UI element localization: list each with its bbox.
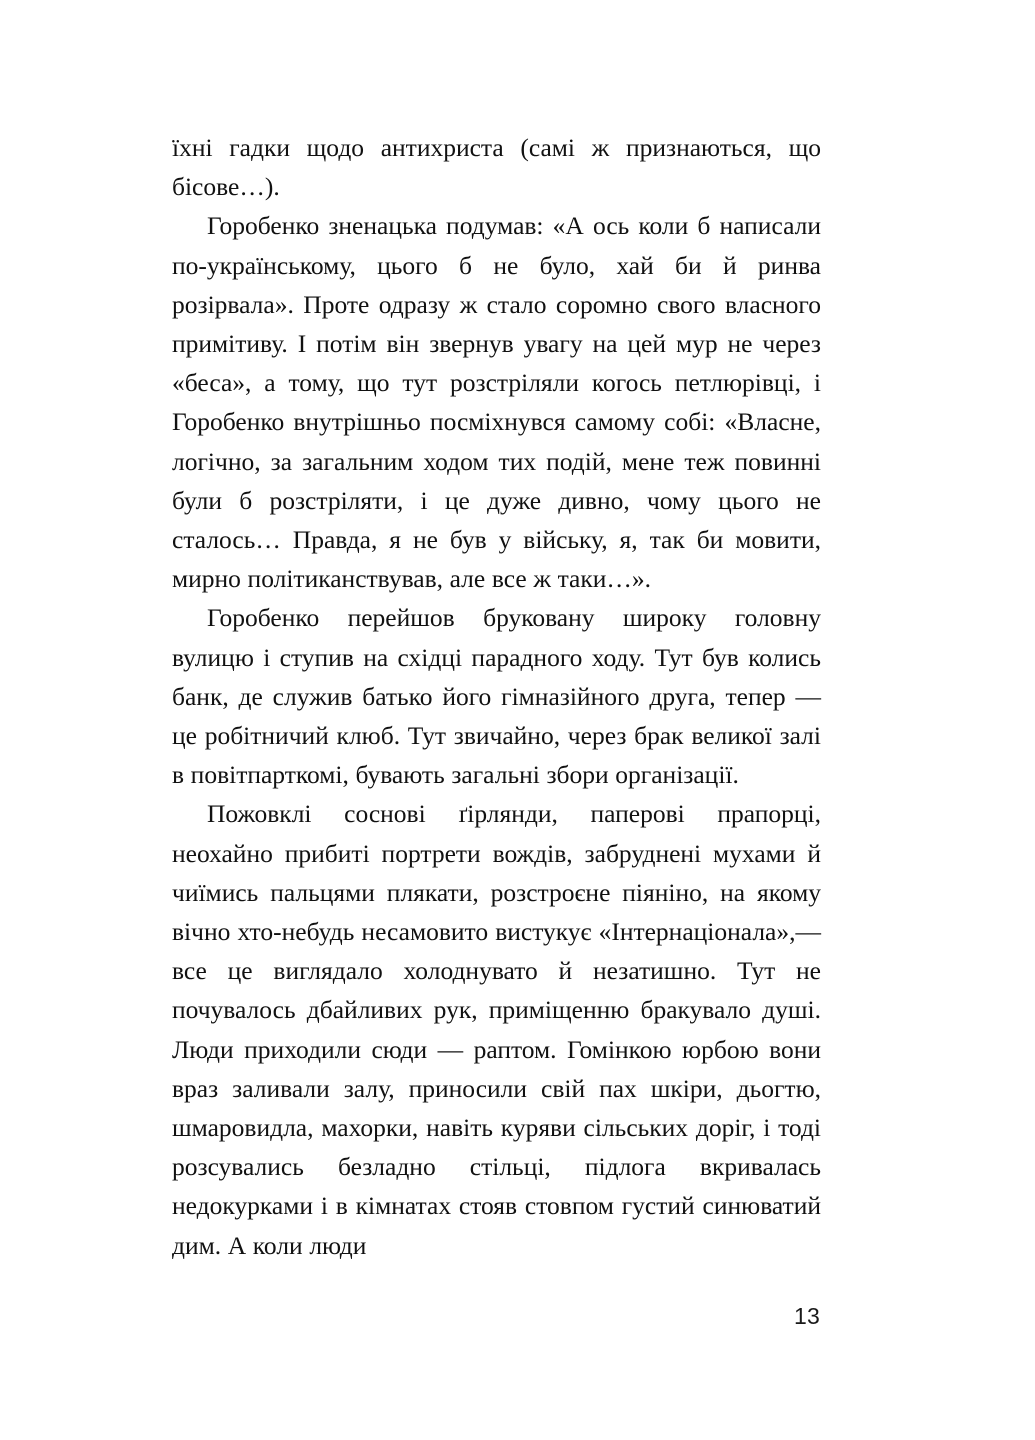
page-number: 13	[793, 1303, 820, 1329]
paragraph-street-crossing: Горобенко перейшов бруковану широку головну вулицю і ступив на східці парадного ходу. Тут був колись банк, де служив батько його гімназійного друга, тепер — це робітничий клюб. Тут звичайно, через брак великої залі в повітпарткомі, бувають загальні збори організації.	[172, 603, 821, 790]
paragraph-club-interior: Пожовклі соснові ґірлянди, паперові прапорці, неохайно прибиті портрети вождів, забруднені мухами й чиїмись пальцями плякати, розстроєне піяніно, на якому вічно хто-небудь несамовито вистукує «Інтернаціонала»,— все це виглядало холоднувато й незатишно. Тут не почувалось дбайливих рук, приміщенню бракувало душі. Люди приходили сюди — раптом. Гомінкою юрбою вони враз заливали залу, приносили свій пах шкіри, дьогтю, шмаровидла, махорки, навіть куряви сільських доріг, і тоді розсувались безладно стільці, підлога вкривалась недокурками і в кімнатах стояв стовпом густий синюватий дим. А коли люди	[172, 799, 821, 1260]
paragraph-horobenko-thought: Горобенко зненацька подумав: «А ось коли б написали по-українському, цього б не було, хай би й ринва розірвала». Проте одразу ж стало соромно свого власного примітиву. І потім він звернув увагу на цей мур не через «беса», а тому, що тут розстріляли когось петлюрівці, і Горобенко внутрішньо посміхнувся самому собі: «Власне, логічно, за загальним ходом тих подій, мене теж повинні були б розстріляти, і це дуже дивно, чому цього не сталось… Правда, я не був у війську, я, так би мовити, мирно політиканствував, але все ж таки…».	[172, 211, 821, 594]
paragraph-continuation: їхні гадки щодо антихриста (самі ж признаються, що бісове…).	[172, 133, 821, 202]
body-text-column	[172, 128, 821, 1265]
